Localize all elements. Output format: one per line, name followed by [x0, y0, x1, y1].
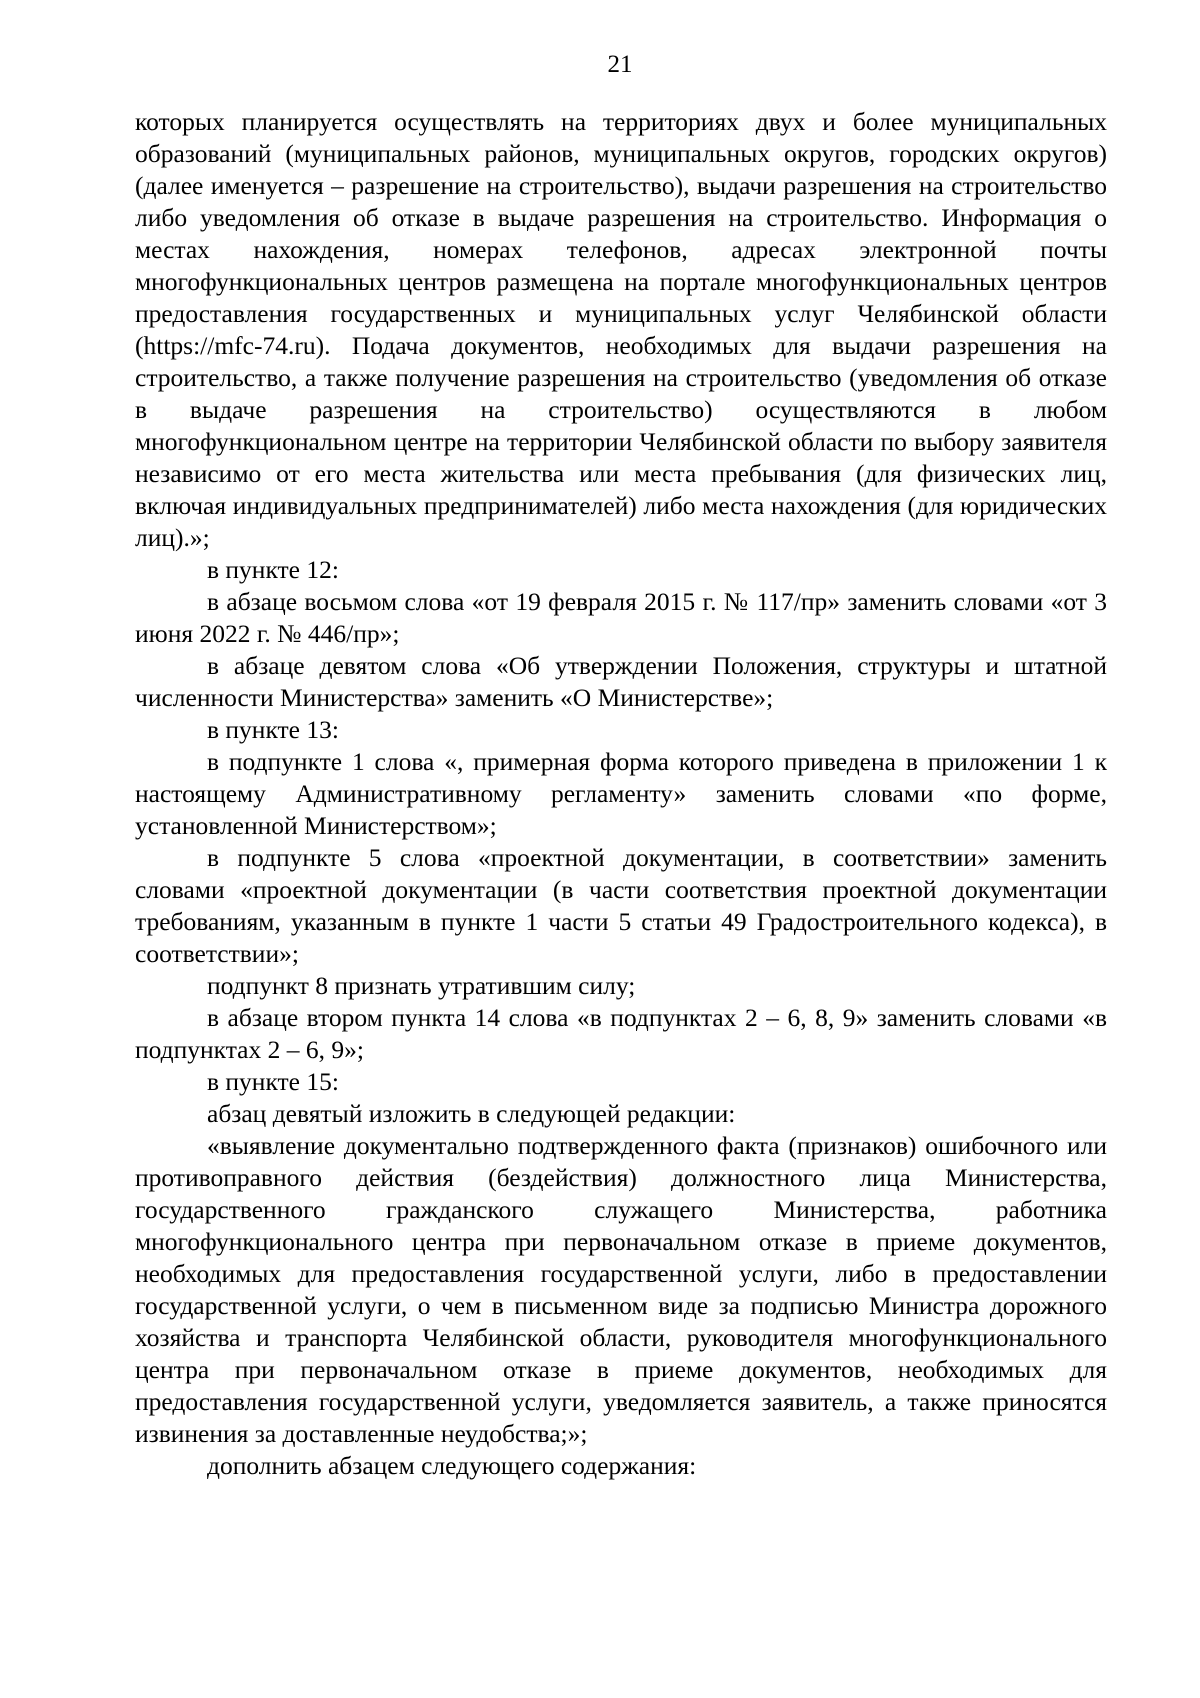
paragraph-abzac-8: в абзаце восьмом слова «от 19 февраля 2015 г. № 117/пр» заменить словами «от 3 июня 2022 г. № 446/пр»;	[135, 587, 1107, 648]
paragraph-abzac-9-redaction: абзац девятый изложить в следующей редакции:	[207, 1099, 736, 1128]
paragraph-item-14: в абзаце втором пункта 14 слова «в подпунктах 2 – 6, 8, 9» заменить словами «в подпунктах 2 – 6, 9»;	[135, 1003, 1107, 1064]
paragraph-supplement: дополнить абзацем следующего содержания:	[207, 1451, 697, 1480]
paragraph-continuation: которых планируется осуществлять на территориях двух и более муниципальных образований (муниципальных районов, муниципальных округов, городских округов) (далее именуется – разрешение на строительство), выдачи разрешения на строительство либо уведомления об отказе в выдаче разрешения на строительство. Информация о местах нахождения, номерах телефонов, адресах электронной почты многофункциональных центров размещена на портале многофункциональных центров предоставления государственных и муниципальных услуг Челябинской области (https://mfc-74.ru). Подача документов, необходимых для выдачи разрешения на строительство, а также получение разрешения на строительство (уведомления об отказе в выдаче разрешения на строительство) осуществляются в любом многофункциональном центре на территории Челябинской области по выбору заявителя независимо от его места жительства или места пребывания (для физических лиц, включая индивидуальных предпринимателей) либо места нахождения (для юридических лиц).»;	[135, 107, 1107, 552]
paragraph-abzac-9: в абзаце девятом слова «Об утверждении Положения, структуры и штатной численности Министерства» заменить «О Министерстве»;	[135, 651, 1107, 712]
paragraph-subitem-5: в подпункте 5 слова «проектной документации, в соответствии» заменить словами «проектной документации (в части соответствия проектной документации требованиям, указанным в пункте 1 части 5 статьи 49 Градостроительного кодекса), в соответствии»;	[135, 843, 1107, 968]
paragraph-subitem-1: в подпункте 1 слова «, примерная форма которого приведена в приложении 1 к настоящему Административному регламенту» заменить словами «по форме, установленной Министерством»;	[135, 747, 1107, 840]
paragraph-subitem-8: подпункт 8 признать утратившим силу;	[207, 971, 636, 1000]
page-number: 21	[607, 51, 633, 78]
paragraph-item-12: в пункте 12:	[207, 555, 339, 584]
paragraph-item-15: в пункте 15:	[207, 1067, 339, 1096]
document-body	[135, 106, 1107, 1482]
paragraph-quoted-text: «выявление документально подтвержденного факта (признаков) ошибочного или противоправного действия (бездействия) должностного лица Министерства, государственного гражданского служащего Министерства, работника многофункционального центра при первоначальном отказе в приеме документов, необходимых для предоставления государственной услуги, либо в предоставлении государственной услуги, о чем в письменном виде за подписью Министра дорожного хозяйства и транспорта Челябинской области, руководителя многофункционального центра при первоначальном отказе в приеме документов, необходимых для предоставления государственной услуги, уведомляется заявитель, а также приносятся извинения за доставленные неудобства;»;	[135, 1131, 1107, 1448]
paragraph-item-13: в пункте 13:	[207, 715, 339, 744]
